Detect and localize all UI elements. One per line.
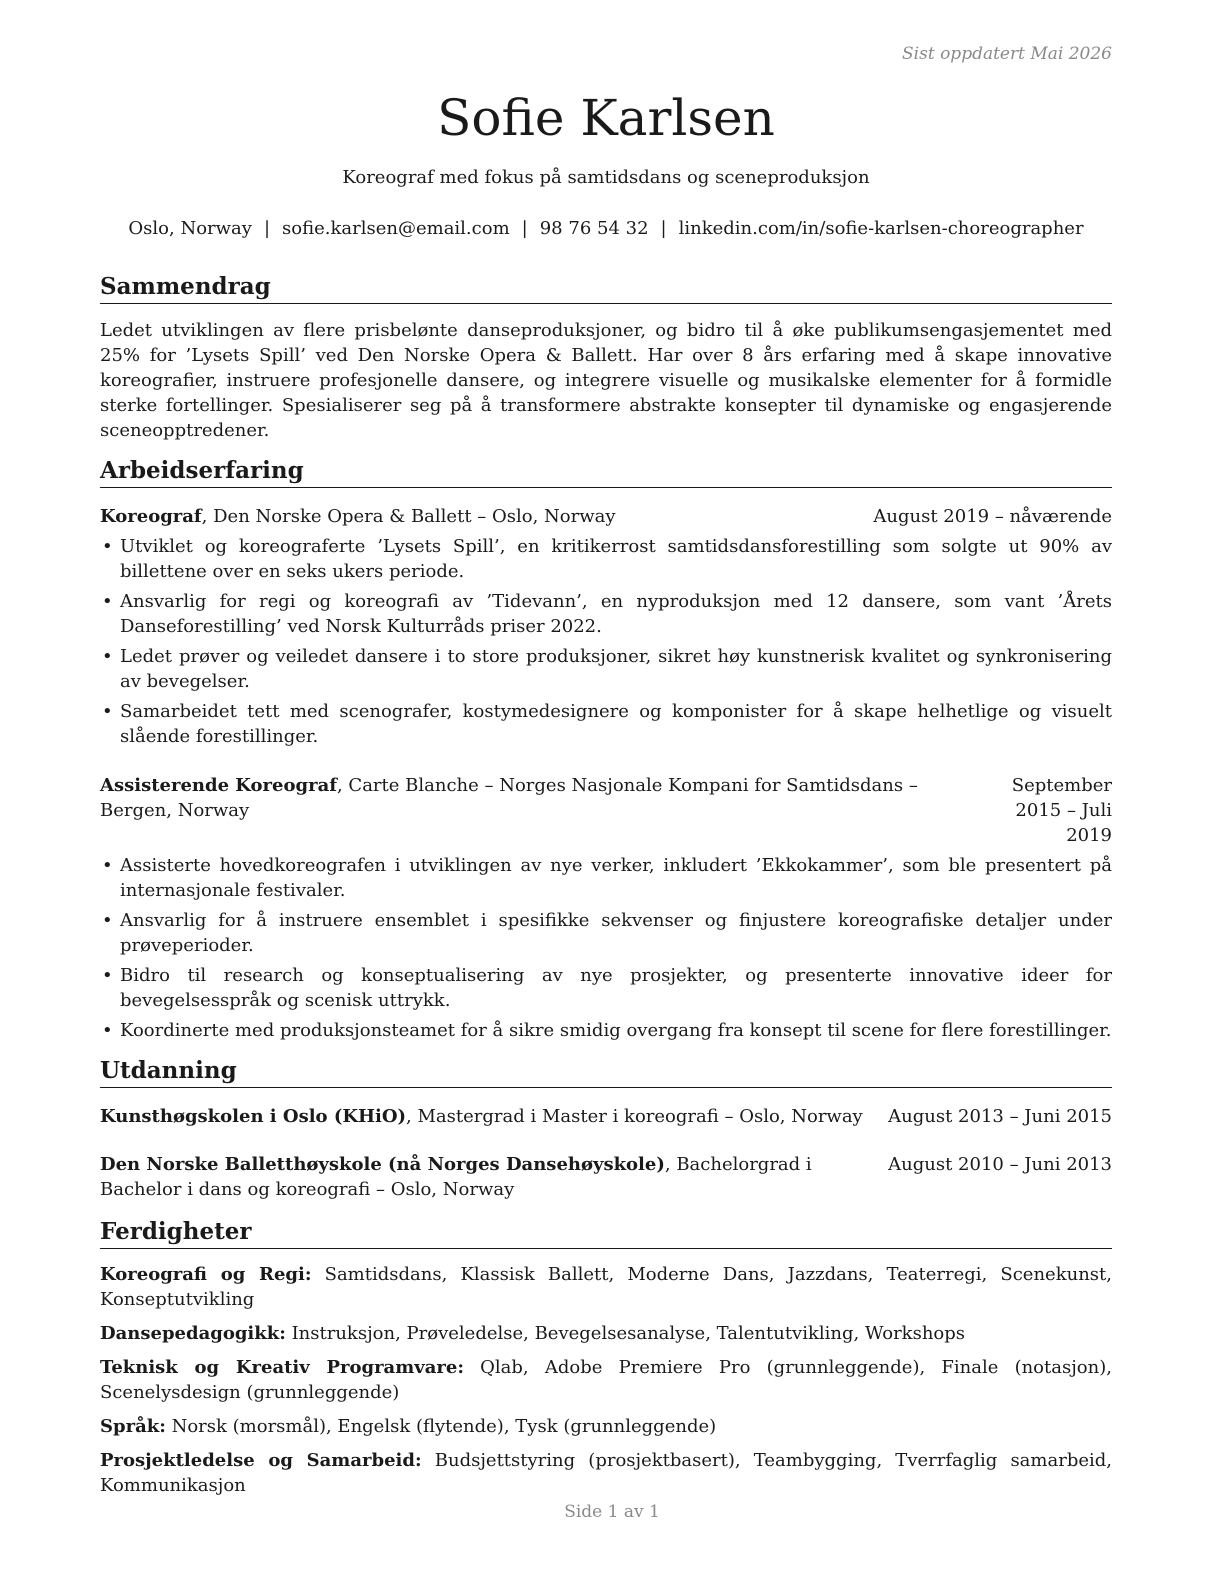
section-title-skills: Ferdigheter bbox=[100, 1218, 1112, 1249]
job-dates: September 2015 – Juli 2019 bbox=[1011, 775, 1112, 846]
education-dates: August 2013 – Juni 2015 bbox=[888, 1106, 1112, 1127]
resume-page bbox=[100, 0, 1112, 1498]
job-entry bbox=[100, 504, 1112, 749]
candidate-name: Sofie Karlsen bbox=[437, 89, 775, 147]
bullet-item: • Ansvarlig for regi og koreografi av ’Tidevann’, en nyproduksjon med 12 dansere, som vant ’Årets Danseforestilling’ ved Norsk Kulturråds priser 2022. bbox=[100, 589, 1112, 639]
bullet-item: • Ansvarlig for å instruere ensemblet i spesifikke sekvenser og finjustere koreografiske detaljer under prøveperioder. bbox=[100, 908, 1112, 958]
skill-value: Budsjettstyring (prosjektbasert), Teambygging, Tverrfaglig samarbeid, Kommunikasjon bbox=[100, 1450, 1112, 1496]
skill-label: Språk: bbox=[100, 1416, 166, 1437]
contact-line bbox=[100, 218, 1112, 239]
skill-label: Teknisk og Kreativ Programvare: bbox=[100, 1357, 464, 1378]
skills-section bbox=[100, 1218, 1112, 1498]
job-title-line bbox=[100, 773, 952, 848]
section-title-summary: Sammendrag bbox=[100, 273, 1112, 304]
education-entry bbox=[100, 1104, 1112, 1129]
skill-value: Instruksjon, Prøveledelse, Bevegelsesanalyse, Talentutvikling, Workshops bbox=[285, 1323, 966, 1344]
job-header bbox=[100, 504, 1112, 529]
section-title-education: Utdanning bbox=[100, 1057, 1112, 1088]
skill-row bbox=[100, 1321, 1112, 1346]
school-name: Kunsthøgskolen i Oslo (KHiO) bbox=[100, 1106, 407, 1127]
job-role: Assisterende Koreograf bbox=[100, 775, 337, 796]
education-title-line bbox=[100, 1104, 868, 1129]
skill-row bbox=[100, 1414, 1112, 1439]
contact-email[interactable]: sofie.karlsen@email.com bbox=[282, 218, 510, 239]
contact-separator: | bbox=[660, 218, 667, 239]
education-entry bbox=[100, 1152, 1112, 1202]
school-name: Den Norske Balletthøyskole (nå Norges Dansehøyskole) bbox=[100, 1154, 665, 1175]
education-title-line bbox=[100, 1152, 868, 1202]
contact-separator: | bbox=[521, 218, 528, 239]
summary-section bbox=[100, 273, 1112, 443]
contact-linkedin[interactable]: linkedin.com/in/sofie-karlsen-choreographer bbox=[678, 218, 1084, 239]
education-section bbox=[100, 1057, 1112, 1202]
job-entry bbox=[100, 773, 1112, 1043]
contact-phone: 98 76 54 32 bbox=[539, 218, 649, 239]
job-title-line bbox=[100, 504, 853, 529]
job-details: , Carte Blanche – Norges Nasjonale Kompani for Samtidsdans – Bergen, Norway bbox=[100, 775, 918, 821]
bullet-item: • Utviklet og koreograferte ’Lysets Spill’, en kritikerrost samtidsdansforestilling som solgte ut 90% av billettene over en seks ukers periode. bbox=[100, 534, 1112, 584]
skill-value: Samtidsdans, Klassisk Ballett, Moderne Dans, Jazzdans, Teaterregi, Scenekunst, Konseptutvikling bbox=[100, 1264, 1112, 1310]
job-details: , Den Norske Opera & Ballett – Oslo, Norway bbox=[201, 506, 616, 527]
job-bullets bbox=[100, 534, 1112, 749]
skill-value: Qlab, Adobe Premiere Pro (grunnleggende), Finale (notasjon), Scenelysdesign (grunnleggende) bbox=[100, 1357, 1112, 1403]
summary-text: Ledet utviklingen av flere prisbelønte danseproduksjoner, og bidro til å øke publikumsengasjementet med 25% for ’Lysets Spill’ ved Den Norske Opera & Ballett. Har over 8 års erfaring med å skape innovative koreografier, instruere profesjonelle dansere, og integrere visuelle og musikalske elementer for å formidle sterke fortellinger. Spesialiserer seg på å transformere abstrakte konsepter til dynamiske og engasjerende sceneopptredener. bbox=[100, 320, 1112, 441]
skill-row bbox=[100, 1262, 1112, 1312]
job-role: Koreograf bbox=[100, 506, 202, 527]
job-header bbox=[100, 773, 1112, 848]
skill-value: Norsk (morsmål), Engelsk (flytende), Tysk (grunnleggende) bbox=[165, 1416, 717, 1437]
bullet-item: • Ledet prøver og veiledet dansere i to store produksjoner, sikret høy kunstnerisk kvalitet og synkronisering av bevegelser. bbox=[100, 644, 1112, 694]
last-updated: Sist oppdatert Mai 2026 bbox=[902, 44, 1112, 64]
skill-row bbox=[100, 1355, 1112, 1405]
skill-label: Prosjektledelse og Samarbeid: bbox=[100, 1450, 422, 1471]
page-number: Side 1 av 1 bbox=[564, 1502, 660, 1522]
job-bullets bbox=[100, 853, 1112, 1043]
bullet-item: • Assisterte hovedkoreografen i utviklingen av nye verker, inkludert ’Ekkokammer’, som ble presentert på internasjonale festivaler. bbox=[100, 853, 1112, 903]
bullet-item: • Samarbeidet tett med scenografer, kostymedesignere og komponister for å skape helhetlige og visuelt slående forestillinger. bbox=[100, 699, 1112, 749]
contact-location: Oslo, Norway bbox=[128, 218, 252, 239]
degree-details: , Bachelorgrad i Bachelor i dans og koreografi – Oslo, Norway bbox=[100, 1154, 812, 1200]
skill-row bbox=[100, 1448, 1112, 1498]
education-dates: August 2010 – Juni 2013 bbox=[888, 1154, 1112, 1175]
section-title-experience: Arbeidserfaring bbox=[100, 457, 1112, 488]
bullet-item: • Bidro til research og konseptualisering av nye prosjekter, og presenterte innovative ideer for bevegelsesspråk og scenisk uttrykk. bbox=[100, 963, 1112, 1013]
bullet-item: • Koordinerte med produksjonsteamet for å sikre smidig overgang fra konsept til scene for flere forestillinger. bbox=[100, 1018, 1112, 1043]
tagline: Koreograf med fokus på samtidsdans og sceneproduksjon bbox=[342, 167, 870, 188]
skill-label: Koreografi og Regi: bbox=[100, 1264, 312, 1285]
job-dates: August 2019 – nåværende bbox=[873, 506, 1112, 527]
skill-label: Dansepedagogikk: bbox=[100, 1323, 286, 1344]
contact-separator: | bbox=[263, 218, 271, 239]
degree-details: , Mastergrad i Master i koreografi – Oslo, Norway bbox=[406, 1106, 863, 1127]
experience-section bbox=[100, 457, 1112, 1043]
